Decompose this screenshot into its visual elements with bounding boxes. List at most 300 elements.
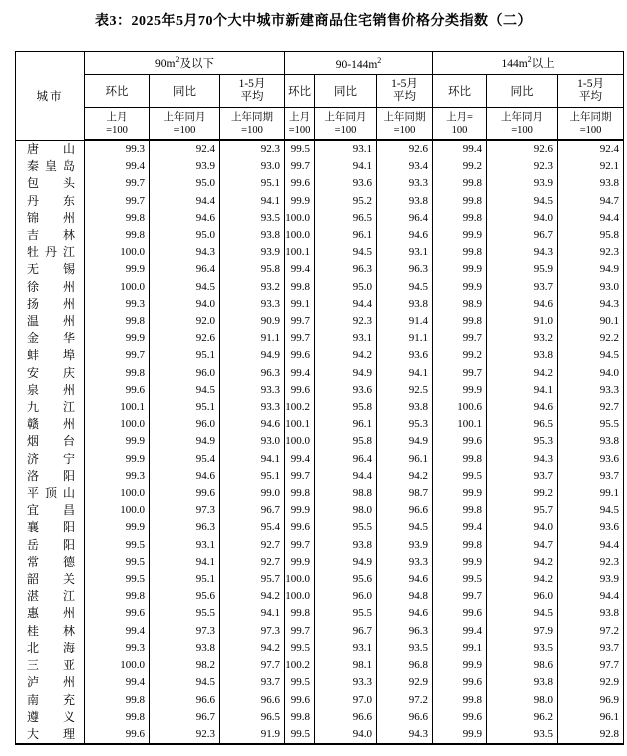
table-row — [16, 623, 624, 640]
value-cell: 92.0 — [150, 313, 220, 330]
value-cell: 99.8 — [85, 709, 150, 726]
value-cell: 100.0 — [85, 502, 150, 519]
value-cell: 100.1 — [433, 416, 487, 433]
value-cell: 94.3 — [377, 726, 433, 744]
city-name-char: 江 — [62, 589, 75, 604]
city-name-char: 韶 — [27, 572, 40, 587]
base-line2: =100 — [334, 124, 357, 136]
value-cell: 99.0 — [220, 485, 285, 502]
value-cell: 96.3 — [315, 261, 377, 278]
value-cell: 99.8 — [85, 692, 150, 709]
base-line2: =100 — [173, 124, 196, 136]
value-cell: 99.8 — [433, 692, 487, 709]
city-name-char: 州 — [62, 279, 75, 294]
city-name-char: 东 — [62, 193, 75, 208]
value-cell: 99.9 — [433, 382, 487, 399]
value-cell: 98.0 — [315, 502, 377, 519]
value-cell: 94.5 — [150, 674, 220, 691]
value-cell: 92.6 — [377, 140, 433, 158]
value-cell: 94.1 — [150, 554, 220, 571]
value-cell: 94.4 — [315, 468, 377, 485]
value-cell: 99.7 — [285, 537, 315, 554]
value-cell: 96.4 — [315, 451, 377, 468]
value-cell: 99.5 — [85, 554, 150, 571]
group-header-90-below — [85, 52, 285, 75]
value-cell: 99.6 — [85, 605, 150, 622]
value-cell: 99.8 — [85, 227, 150, 244]
value-cell: 96.1 — [558, 709, 624, 726]
base-line2: =100 — [579, 124, 602, 136]
value-cell: 94.6 — [150, 468, 220, 485]
avg-line1: 1-5月 — [391, 78, 418, 90]
value-cell: 94.6 — [220, 416, 285, 433]
table-row — [16, 382, 624, 399]
value-cell: 99.4 — [285, 261, 315, 278]
value-cell: 99.3 — [85, 468, 150, 485]
city-name — [16, 296, 85, 313]
city-name-char: 林 — [62, 623, 75, 638]
city-name — [16, 175, 85, 192]
table-row — [16, 571, 624, 588]
city-name-char: 北 — [27, 640, 40, 655]
value-cell: 93.0 — [220, 158, 285, 175]
value-cell: 96.6 — [150, 692, 220, 709]
city-name-char: 秦 — [27, 159, 40, 174]
value-cell: 99.8 — [433, 175, 487, 192]
value-cell: 95.8 — [220, 261, 285, 278]
city-name-char: 义 — [62, 709, 75, 724]
value-cell: 92.9 — [377, 674, 433, 691]
table-body — [16, 140, 624, 744]
city-name — [16, 261, 85, 278]
city-name-char: 州 — [62, 296, 75, 311]
value-cell: 94.5 — [558, 347, 624, 364]
city-name — [16, 210, 85, 227]
header-base-row — [16, 108, 624, 141]
city-name-char: 岳 — [27, 537, 40, 552]
value-cell: 94.2 — [487, 365, 558, 382]
value-cell: 95.5 — [558, 416, 624, 433]
base-avg-g1 — [220, 108, 285, 141]
value-cell: 99.5 — [433, 468, 487, 485]
value-cell: 93.7 — [558, 640, 624, 657]
value-cell: 95.0 — [150, 175, 220, 192]
value-cell: 95.1 — [150, 399, 220, 416]
table-row — [16, 674, 624, 691]
city-name-char: 徐 — [27, 279, 40, 294]
table-row — [16, 365, 624, 382]
table-row — [16, 692, 624, 709]
value-cell: 100.6 — [433, 399, 487, 416]
city-name — [16, 588, 85, 605]
city-name — [16, 279, 85, 296]
value-cell: 99.4 — [85, 623, 150, 640]
value-cell: 93.7 — [558, 468, 624, 485]
base-avg-g3 — [558, 108, 624, 141]
table-row — [16, 709, 624, 726]
value-cell: 98.8 — [315, 485, 377, 502]
value-cell: 94.6 — [150, 210, 220, 227]
value-cell: 94.3 — [487, 451, 558, 468]
avg-line2: 平均 — [240, 91, 264, 103]
city-name-char: 湛 — [27, 589, 40, 604]
value-cell: 93.2 — [487, 330, 558, 347]
value-cell: 96.3 — [377, 261, 433, 278]
value-cell: 94.1 — [487, 382, 558, 399]
value-cell: 99.7 — [433, 330, 487, 347]
city-name-char: 州 — [62, 210, 75, 225]
table-row — [16, 313, 624, 330]
value-cell: 94.4 — [558, 537, 624, 554]
value-cell: 96.6 — [377, 709, 433, 726]
value-cell: 99.8 — [85, 588, 150, 605]
value-cell: 94.6 — [377, 571, 433, 588]
value-cell: 95.5 — [150, 605, 220, 622]
value-cell: 96.5 — [315, 210, 377, 227]
value-cell: 99.4 — [433, 519, 487, 536]
city-name — [16, 692, 85, 709]
city-name-char: 安 — [27, 365, 40, 380]
value-cell: 93.6 — [558, 519, 624, 536]
value-cell: 99.9 — [85, 261, 150, 278]
value-cell: 94.2 — [487, 571, 558, 588]
header-sub-row — [16, 75, 624, 108]
city-column-header: 城市 — [16, 52, 85, 141]
subheader-mom-g1: 环比 — [85, 75, 150, 108]
value-cell: 95.6 — [315, 571, 377, 588]
group-label: 90-144m — [335, 58, 378, 71]
city-name — [16, 416, 85, 433]
value-cell: 98.9 — [433, 296, 487, 313]
value-cell: 94.2 — [315, 347, 377, 364]
value-cell: 99.8 — [285, 605, 315, 622]
value-cell: 93.8 — [558, 175, 624, 192]
value-cell: 99.1 — [285, 296, 315, 313]
value-cell: 93.1 — [315, 330, 377, 347]
value-cell: 91.9 — [220, 726, 285, 744]
value-cell: 96.3 — [377, 623, 433, 640]
value-cell: 95.8 — [315, 433, 377, 450]
base-line2: =100 — [241, 124, 263, 136]
value-cell: 92.3 — [315, 313, 377, 330]
value-cell: 94.0 — [150, 296, 220, 313]
city-name — [16, 140, 85, 158]
value-cell: 100.1 — [285, 416, 315, 433]
value-cell: 95.7 — [220, 571, 285, 588]
value-cell: 99.5 — [433, 571, 487, 588]
value-cell: 96.5 — [220, 709, 285, 726]
value-cell: 91.1 — [377, 330, 433, 347]
table-row — [16, 227, 624, 244]
city-name-char: 台 — [62, 434, 75, 449]
value-cell: 98.2 — [150, 657, 220, 674]
value-cell: 99.2 — [433, 158, 487, 175]
value-cell: 96.0 — [150, 416, 220, 433]
value-cell: 96.3 — [220, 365, 285, 382]
base-line2: =100 — [106, 124, 128, 136]
city-name — [16, 227, 85, 244]
value-cell: 96.0 — [487, 588, 558, 605]
value-cell: 91.1 — [220, 330, 285, 347]
city-name-char: 襄 — [27, 520, 40, 535]
table-row — [16, 399, 624, 416]
value-cell: 99.5 — [285, 640, 315, 657]
city-name-char: 亚 — [62, 658, 75, 673]
value-cell: 99.7 — [285, 468, 315, 485]
city-name-char: 头 — [62, 176, 75, 191]
value-cell: 99.6 — [433, 709, 487, 726]
value-cell: 93.6 — [558, 451, 624, 468]
value-cell: 93.8 — [377, 296, 433, 313]
city-name — [16, 330, 85, 347]
city-name-char: 宁 — [62, 451, 75, 466]
value-cell: 94.6 — [377, 605, 433, 622]
value-cell: 96.8 — [377, 657, 433, 674]
city-name-char: 蚌 — [27, 348, 40, 363]
city-name-char: 惠 — [27, 606, 40, 621]
value-cell: 96.6 — [377, 502, 433, 519]
avg-line2: 平均 — [393, 91, 417, 103]
value-cell: 99.8 — [85, 365, 150, 382]
city-name-char: 海 — [62, 640, 75, 655]
table-row — [16, 519, 624, 536]
value-cell: 92.6 — [150, 330, 220, 347]
city-name — [16, 726, 85, 744]
value-cell: 100.0 — [285, 588, 315, 605]
value-cell: 92.7 — [220, 554, 285, 571]
value-cell: 99.8 — [85, 313, 150, 330]
value-cell: 99.8 — [433, 502, 487, 519]
value-cell: 100.2 — [285, 657, 315, 674]
base-line1: 上年同期 — [569, 111, 612, 123]
value-cell: 99.9 — [433, 726, 487, 744]
table-row — [16, 193, 624, 210]
table-row — [16, 433, 624, 450]
value-cell: 97.7 — [558, 657, 624, 674]
header-group-row — [16, 52, 624, 75]
superscript-2: 2 — [377, 55, 382, 65]
value-cell: 99.9 — [285, 554, 315, 571]
city-name-char: 宜 — [27, 503, 40, 518]
value-cell: 99.8 — [285, 709, 315, 726]
value-cell: 93.1 — [315, 640, 377, 657]
value-cell: 94.9 — [315, 554, 377, 571]
base-line1: 上月 — [289, 111, 310, 123]
value-cell: 93.5 — [487, 640, 558, 657]
value-cell: 99.6 — [285, 175, 315, 192]
table-row — [16, 244, 624, 261]
value-cell: 93.3 — [377, 554, 433, 571]
value-cell: 92.3 — [487, 158, 558, 175]
table-row — [16, 261, 624, 278]
value-cell: 99.7 — [85, 347, 150, 364]
table-row — [16, 588, 624, 605]
base-line2: 100 — [451, 124, 468, 136]
value-cell: 97.7 — [220, 657, 285, 674]
city-name — [16, 519, 85, 536]
value-cell: 99.5 — [285, 140, 315, 158]
value-cell: 93.3 — [220, 399, 285, 416]
value-cell: 99.7 — [285, 313, 315, 330]
value-cell: 99.7 — [285, 330, 315, 347]
value-cell: 99.8 — [285, 279, 315, 296]
value-cell: 94.5 — [558, 502, 624, 519]
superscript-2: 2 — [175, 55, 180, 65]
base-mom-g2 — [285, 108, 315, 141]
table-row — [16, 468, 624, 485]
value-cell: 95.8 — [558, 227, 624, 244]
value-cell: 99.8 — [433, 210, 487, 227]
value-cell: 93.8 — [220, 227, 285, 244]
value-cell: 99.9 — [433, 279, 487, 296]
value-cell: 92.9 — [558, 674, 624, 691]
value-cell: 99.5 — [285, 726, 315, 744]
value-cell: 93.7 — [487, 468, 558, 485]
group-header-90-144 — [285, 52, 433, 75]
city-name-char: 山 — [62, 141, 75, 156]
table-title: 表3：2025年5月70个大中城市新建商品住宅销售价格分类指数（二） — [95, 14, 532, 29]
subheader-yoy-g1: 同比 — [150, 75, 220, 108]
subheader-mom-g2: 环比 — [285, 75, 315, 108]
value-cell: 100.0 — [85, 279, 150, 296]
value-cell: 93.6 — [315, 382, 377, 399]
city-name-char: 林 — [62, 228, 75, 243]
value-cell: 94.3 — [558, 296, 624, 313]
value-cell: 93.8 — [377, 399, 433, 416]
value-cell: 93.8 — [315, 537, 377, 554]
value-cell: 99.1 — [433, 640, 487, 657]
base-line1: 上年同期 — [231, 111, 273, 123]
value-cell: 95.1 — [150, 571, 220, 588]
value-cell: 94.4 — [558, 588, 624, 605]
base-line1: 上年同月 — [324, 111, 367, 123]
value-cell: 94.6 — [487, 296, 558, 313]
subheader-yoy-g2: 同比 — [315, 75, 377, 108]
city-name — [16, 158, 85, 175]
value-cell: 99.7 — [285, 623, 315, 640]
table-row — [16, 175, 624, 192]
value-cell: 99.9 — [433, 657, 487, 674]
value-cell: 92.8 — [558, 726, 624, 744]
value-cell: 95.0 — [315, 279, 377, 296]
city-name-char: 包 — [27, 176, 40, 191]
value-cell: 96.0 — [150, 365, 220, 382]
city-name-char: 关 — [62, 572, 75, 587]
value-cell: 92.6 — [487, 140, 558, 158]
value-cell: 99.6 — [433, 674, 487, 691]
value-cell: 93.9 — [150, 158, 220, 175]
value-cell: 92.4 — [558, 140, 624, 158]
city-name-char: 泸 — [27, 675, 40, 690]
value-cell: 94.1 — [315, 158, 377, 175]
base-line1: 上月 — [106, 111, 128, 123]
group-label-suffix: 及以下 — [179, 58, 214, 70]
value-cell: 99.9 — [85, 519, 150, 536]
value-cell: 100.1 — [285, 244, 315, 261]
city-name-char: 泉 — [27, 382, 40, 397]
value-cell: 97.0 — [315, 692, 377, 709]
value-cell: 94.0 — [315, 726, 377, 744]
value-cell: 92.7 — [220, 537, 285, 554]
value-cell: 99.7 — [433, 365, 487, 382]
table-row — [16, 451, 624, 468]
city-name-char: 埠 — [62, 348, 75, 363]
value-cell: 95.6 — [150, 588, 220, 605]
value-cell: 92.1 — [558, 158, 624, 175]
city-name-char: 州 — [62, 314, 75, 329]
value-cell: 93.5 — [220, 210, 285, 227]
city-name-char: 皇 — [44, 159, 57, 174]
value-cell: 94.2 — [220, 640, 285, 657]
base-avg-g2 — [377, 108, 433, 141]
avg-line2: 平均 — [579, 91, 603, 103]
avg-line1: 1-5月 — [238, 78, 266, 90]
group-header-144-above — [433, 52, 624, 75]
city-name-char: 锡 — [62, 262, 75, 277]
city-name-char: 南 — [27, 692, 40, 707]
value-cell: 93.3 — [377, 175, 433, 192]
city-name-char: 庆 — [62, 365, 75, 380]
value-cell: 94.3 — [487, 244, 558, 261]
value-cell: 96.6 — [315, 709, 377, 726]
value-cell: 92.3 — [150, 726, 220, 744]
value-cell: 93.5 — [487, 726, 558, 744]
value-cell: 95.5 — [315, 605, 377, 622]
value-cell: 94.0 — [487, 519, 558, 536]
value-cell: 93.7 — [487, 279, 558, 296]
city-name — [16, 193, 85, 210]
table-row — [16, 605, 624, 622]
table-row — [16, 640, 624, 657]
value-cell: 94.9 — [315, 365, 377, 382]
city-name-char: 金 — [27, 331, 40, 346]
subheader-yoy-g3: 同比 — [487, 75, 558, 108]
city-name — [16, 365, 85, 382]
value-cell: 99.3 — [85, 640, 150, 657]
value-cell: 94.9 — [150, 433, 220, 450]
value-cell: 92.5 — [377, 382, 433, 399]
value-cell: 99.4 — [285, 451, 315, 468]
value-cell: 92.3 — [558, 554, 624, 571]
value-cell: 100.0 — [85, 657, 150, 674]
value-cell: 100.0 — [285, 571, 315, 588]
value-cell: 96.3 — [150, 519, 220, 536]
value-cell: 96.4 — [377, 210, 433, 227]
table-row — [16, 485, 624, 502]
value-cell: 100.1 — [85, 399, 150, 416]
city-name — [16, 382, 85, 399]
value-cell: 98.1 — [315, 657, 377, 674]
value-cell: 94.9 — [220, 347, 285, 364]
base-line2: =100 — [511, 124, 533, 136]
value-cell: 93.8 — [487, 674, 558, 691]
value-cell: 99.4 — [285, 365, 315, 382]
value-cell: 93.9 — [558, 571, 624, 588]
value-cell: 95.3 — [377, 416, 433, 433]
city-name-char: 牡 — [27, 245, 40, 260]
value-cell: 99.6 — [285, 347, 315, 364]
value-cell: 95.0 — [150, 227, 220, 244]
value-cell: 94.6 — [377, 227, 433, 244]
value-cell: 95.4 — [150, 451, 220, 468]
city-name-char: 遵 — [27, 709, 40, 724]
city-name — [16, 468, 85, 485]
table-row — [16, 330, 624, 347]
city-name-char: 州 — [62, 606, 75, 621]
city-name-char: 大 — [27, 726, 40, 741]
value-cell: 94.1 — [220, 605, 285, 622]
value-cell: 96.7 — [315, 623, 377, 640]
